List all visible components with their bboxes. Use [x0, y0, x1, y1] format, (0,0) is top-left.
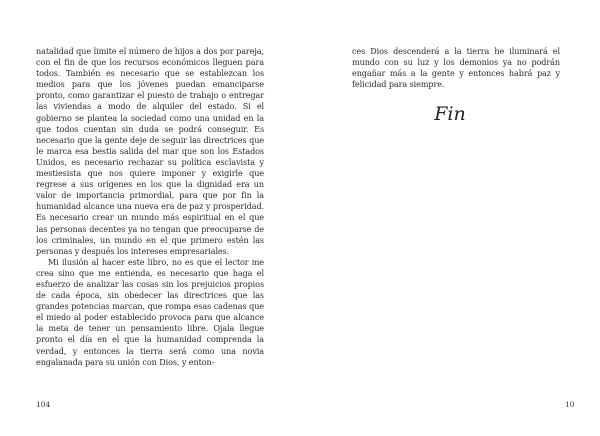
left-page-number: 104	[36, 400, 51, 409]
right-paragraph: ces Dios descenderá a la tierra he iluminará el mundo con su luz y los demonios ya no podrán engañar más a la gente y entonces habrá paz y felicidad para siempre.	[352, 46, 560, 90]
left-text-column	[36, 46, 264, 368]
left-paragraph-2: Mi ilusión al hacer este libro, no es que el lector me crea sino que me entienda, es necesario que haga el esfuerzo de analizar las cosas sin los prejuicios propios de cada época, sin obedecer las directrices que las grandes potencias marcan, que rompa esas cadenas que el miedo al poder establecido provoca para que alcance la meta de tener un pensamiento libre. Ojala llegue pronto el día en el que la humanidad comprenda la verdad, y entonces la tierra será como una novia engalanada para su unión con Dios, y enton-	[36, 256, 264, 367]
end-title: Fin	[434, 103, 466, 125]
right-page	[300, 0, 600, 436]
right-text-column	[352, 46, 560, 90]
right-page-number: 10	[565, 400, 575, 409]
left-paragraph-1: natalidad que limite el número de hijos a dos por pareja, con el fin de que los recursos económicos lleguen para todos. También es necesario que se establezcan los medios para que los jóvenes puedan emanciparse pronto, como garantizar el puesto de trabajo o entregar las viviendas a modo de alquiler del estado. Si el gobierno se plantea la sociedad como una unidad en la que todos cuentan sin duda se podrá conseguir. Es necesario que la gente deje de seguir las directrices que le marca esa bestia salida del mar que son los Estados Unidos, es necesario rechazar su política esclavista y mestiesista que nos quiere imponer y exigirle que regrese a sus orígenes en los que la dignidad era un valor de importancia primordial, para que por fin la humanidad alcance una nueva era de paz y prosperidad. Es necesario crear un mundo más espiritual en el que las personas decentes ya no tengan que preocuparse de los criminales, un mundo en el que primero estén las personas y después los intereses empresariales.	[36, 46, 264, 256]
